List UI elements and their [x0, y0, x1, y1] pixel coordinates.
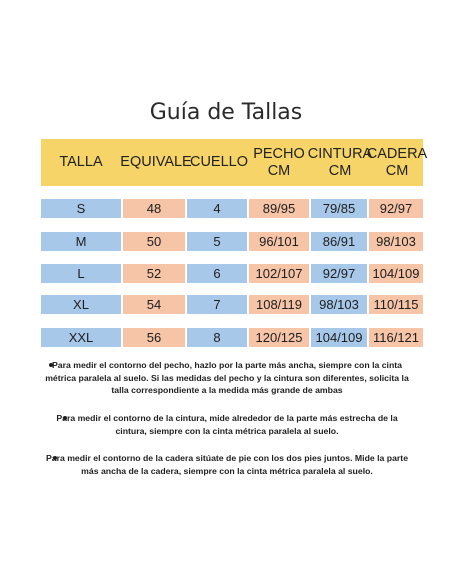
table-cell-cadera: 110/115 — [369, 295, 423, 314]
table-cell-talla: L — [41, 264, 121, 283]
table-row — [41, 295, 423, 314]
column-header-talla: TALLA — [59, 154, 103, 170]
table-row — [41, 328, 423, 347]
table-cell-cuello: 7 — [187, 295, 247, 314]
column-header-equivale: EQUIVALE — [120, 154, 192, 170]
note-pecho: Para medir el contorno del pecho, hazlo por la parte más ancha, siempre con la cinta métrica paralela al suelo. Si las medidas del pecho y la cintura son diferentes, solicita la talla correspondiente a la medida más grande de ambas — [45, 360, 409, 395]
table-row — [41, 264, 423, 283]
table-cell-talla: XXL — [41, 328, 121, 347]
size-table-header — [41, 139, 428, 186]
table-cell-cuello: 5 — [187, 232, 247, 251]
table-cell-equivale: 48 — [123, 199, 185, 218]
column-header-pecho: PECHO CM — [253, 145, 305, 179]
table-cell-talla: XL — [41, 295, 121, 314]
note-cadera: Para medir el contorno de la cadera sitúate de pie con los dos pies juntos. Mide la parte más ancha de la cadera, siempre con la cinta métrica paralela al suelo. — [45, 453, 409, 476]
column-header-cadera: CADERA CM — [366, 145, 428, 179]
table-cell-equivale: 56 — [123, 328, 185, 347]
table-cell-cuello: 8 — [187, 328, 247, 347]
table-cell-cuello: 6 — [187, 264, 247, 283]
table-cell-cadera: 92/97 — [369, 199, 423, 218]
table-cell-pecho: 102/107 — [249, 264, 309, 283]
table-cell-pecho: 96/101 — [249, 232, 309, 251]
table-row — [41, 199, 423, 218]
table-cell-pecho: 120/125 — [249, 328, 309, 347]
table-cell-talla: S — [41, 199, 121, 218]
table-cell-pecho: 108/119 — [249, 295, 309, 314]
table-cell-pecho: 89/95 — [249, 199, 309, 218]
column-header-cintura: CINTURA CM — [307, 145, 373, 179]
page-title: Guía de Tallas — [149, 100, 303, 125]
table-cell-equivale: 52 — [123, 264, 185, 283]
table-cell-equivale: 50 — [123, 232, 185, 251]
table-cell-cadera: 104/109 — [369, 264, 423, 283]
table-cell-equivale: 54 — [123, 295, 185, 314]
table-cell-cintura: 98/103 — [311, 295, 367, 314]
column-header-cuello: CUELLO — [189, 154, 249, 170]
table-cell-talla: M — [41, 232, 121, 251]
table-cell-cintura: 92/97 — [311, 264, 367, 283]
note-cintura: Para medir el contorno de la cintura, mide alrededor de la parte más estrecha de la cintura, siempre con la cinta métrica paralela al suelo. — [56, 413, 398, 436]
table-row — [41, 232, 423, 251]
table-cell-cintura: 79/85 — [311, 199, 367, 218]
table-cell-cuello: 4 — [187, 199, 247, 218]
table-cell-cadera: 116/121 — [369, 328, 423, 347]
table-cell-cintura: 86/91 — [311, 232, 367, 251]
table-cell-cadera: 98/103 — [369, 232, 423, 251]
table-cell-cintura: 104/109 — [311, 328, 367, 347]
